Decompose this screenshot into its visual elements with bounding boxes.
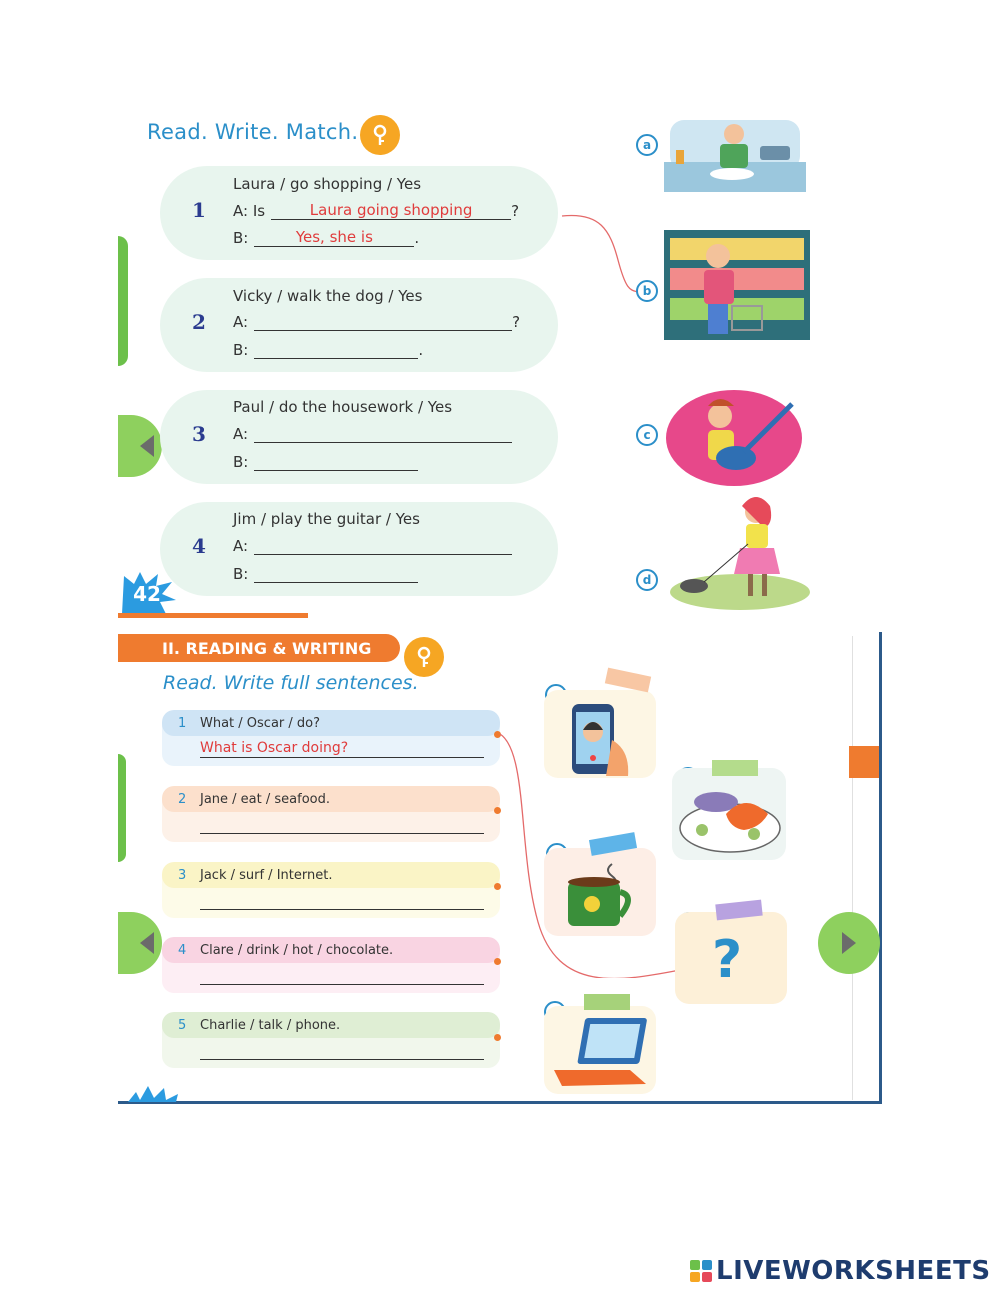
match-dot[interactable]	[494, 1034, 501, 1041]
answer-field[interactable]	[200, 832, 484, 834]
prompt-text: Charlie / talk / phone.	[200, 1017, 341, 1033]
answer-field-b[interactable]: Yes, she is	[254, 229, 414, 247]
item-number: 2	[178, 791, 187, 807]
guitar-illustration	[664, 386, 804, 490]
option-d[interactable]: d	[636, 569, 658, 591]
item-number: 1	[192, 198, 206, 222]
punctuation: ?	[511, 202, 520, 220]
item-prompt: Jim / play the guitar / Yes	[233, 510, 420, 528]
answer-field[interactable]	[200, 908, 484, 910]
prompt-text: What / Oscar / do?	[200, 715, 321, 731]
item-number: 1	[178, 715, 187, 731]
walking-dog-illustration	[670, 494, 826, 612]
prompt-text: Clare / drink / hot / chocolate.	[200, 942, 394, 958]
sentence-card-3	[162, 862, 500, 918]
answer-row-b	[233, 341, 423, 359]
sentence-card-1	[162, 710, 500, 766]
exercise-title: Read. Write. Match.	[147, 120, 359, 144]
card-prompt	[162, 1012, 500, 1038]
exercise-title: Read. Write full sentences.	[163, 672, 419, 694]
label-b: B:	[233, 229, 249, 247]
tape-decoration	[712, 760, 758, 776]
label-b: B:	[233, 341, 249, 359]
previous-page-button[interactable]	[118, 912, 162, 974]
prompt-text: Jane / eat / seafood.	[200, 791, 330, 807]
item-prompt: Laura / go shopping / Yes	[233, 175, 422, 193]
item-prompt: Vicky / walk the dog / Yes	[233, 287, 423, 305]
label-b: B:	[233, 565, 249, 583]
answer-row-a	[233, 537, 512, 555]
label-b: B:	[233, 453, 249, 471]
arrow-right-icon	[842, 932, 856, 954]
punctuation: .	[414, 229, 420, 247]
shopping-illustration	[662, 228, 812, 356]
card-prompt	[162, 862, 500, 888]
previous-page-button[interactable]	[118, 415, 162, 477]
splash-shape	[126, 1082, 182, 1102]
frame-border-bottom	[118, 1101, 882, 1104]
item-number: 3	[178, 867, 187, 883]
answer-field-a[interactable]	[254, 425, 512, 443]
answer-field[interactable]: What is Oscar doing?	[200, 740, 484, 758]
frame-border-right	[879, 632, 882, 1104]
answer-row-b	[233, 229, 419, 247]
punctuation: .	[418, 341, 424, 359]
answer-row-a	[233, 425, 512, 443]
logo-icon	[690, 1260, 712, 1282]
punctuation: ?	[512, 313, 521, 331]
washing-dishes-illustration	[662, 116, 808, 194]
tape-decoration	[605, 668, 651, 693]
arrow-left-icon	[140, 932, 154, 954]
card-prompt	[162, 937, 500, 963]
arrow-left-icon	[140, 435, 154, 457]
label-a: A: Is	[233, 202, 266, 220]
side-bookmark	[849, 746, 879, 778]
option-c[interactable]: c	[636, 424, 658, 446]
liveworksheets-logo[interactable]	[690, 1256, 991, 1286]
answer-field-a[interactable]	[254, 313, 512, 331]
page-fold-line	[852, 636, 853, 1100]
item-number: 3	[192, 422, 206, 446]
sentence-card-2	[162, 786, 500, 842]
match-line	[560, 210, 640, 300]
card-prompt	[162, 710, 500, 736]
item-number: 4	[178, 942, 187, 958]
option-b[interactable]: b	[636, 280, 658, 302]
option-a[interactable]: a	[636, 134, 658, 156]
key-icon[interactable]	[360, 115, 400, 155]
label-a: A:	[233, 313, 249, 331]
sentence-card-5	[162, 1012, 500, 1068]
prompt-text: Jack / surf / Internet.	[200, 867, 333, 883]
laptop-icon	[550, 1014, 650, 1090]
label-a: A:	[233, 425, 249, 443]
answer-row-b	[233, 453, 418, 471]
tape-decoration	[584, 994, 630, 1010]
key-icon[interactable]	[404, 637, 444, 677]
seafood-plate-icon	[676, 780, 784, 858]
side-tab	[118, 754, 126, 862]
logo-text: LIVEWORKSHEETS	[716, 1256, 991, 1286]
next-page-button[interactable]	[818, 912, 880, 974]
mug-icon	[562, 860, 642, 930]
item-number: 5	[178, 1017, 187, 1033]
label-a: A:	[233, 537, 249, 555]
answer-field-a[interactable]: Laura going shopping	[271, 202, 511, 220]
answer-row-b	[233, 565, 418, 583]
answer-field-b[interactable]	[254, 453, 418, 471]
side-tab	[118, 236, 128, 366]
answer-row-a	[233, 202, 519, 220]
answer-field[interactable]	[200, 983, 484, 985]
sentence-card-4	[162, 937, 500, 993]
orange-divider	[118, 613, 308, 618]
answer-field[interactable]	[200, 1058, 484, 1060]
answer-field-a[interactable]	[254, 537, 512, 555]
page-number: 42	[133, 582, 161, 606]
card-prompt	[162, 786, 500, 812]
item-prompt: Paul / do the housework / Yes	[233, 398, 453, 416]
smartphone-icon	[562, 700, 634, 776]
answer-field-b[interactable]	[254, 341, 418, 359]
answer-row-a	[233, 313, 520, 331]
item-number: 4	[192, 534, 206, 558]
answer-field-b[interactable]	[254, 565, 418, 583]
question-mark: ?	[712, 930, 743, 990]
section-banner: II. READING & WRITING	[118, 634, 400, 662]
item-number: 2	[192, 310, 206, 334]
